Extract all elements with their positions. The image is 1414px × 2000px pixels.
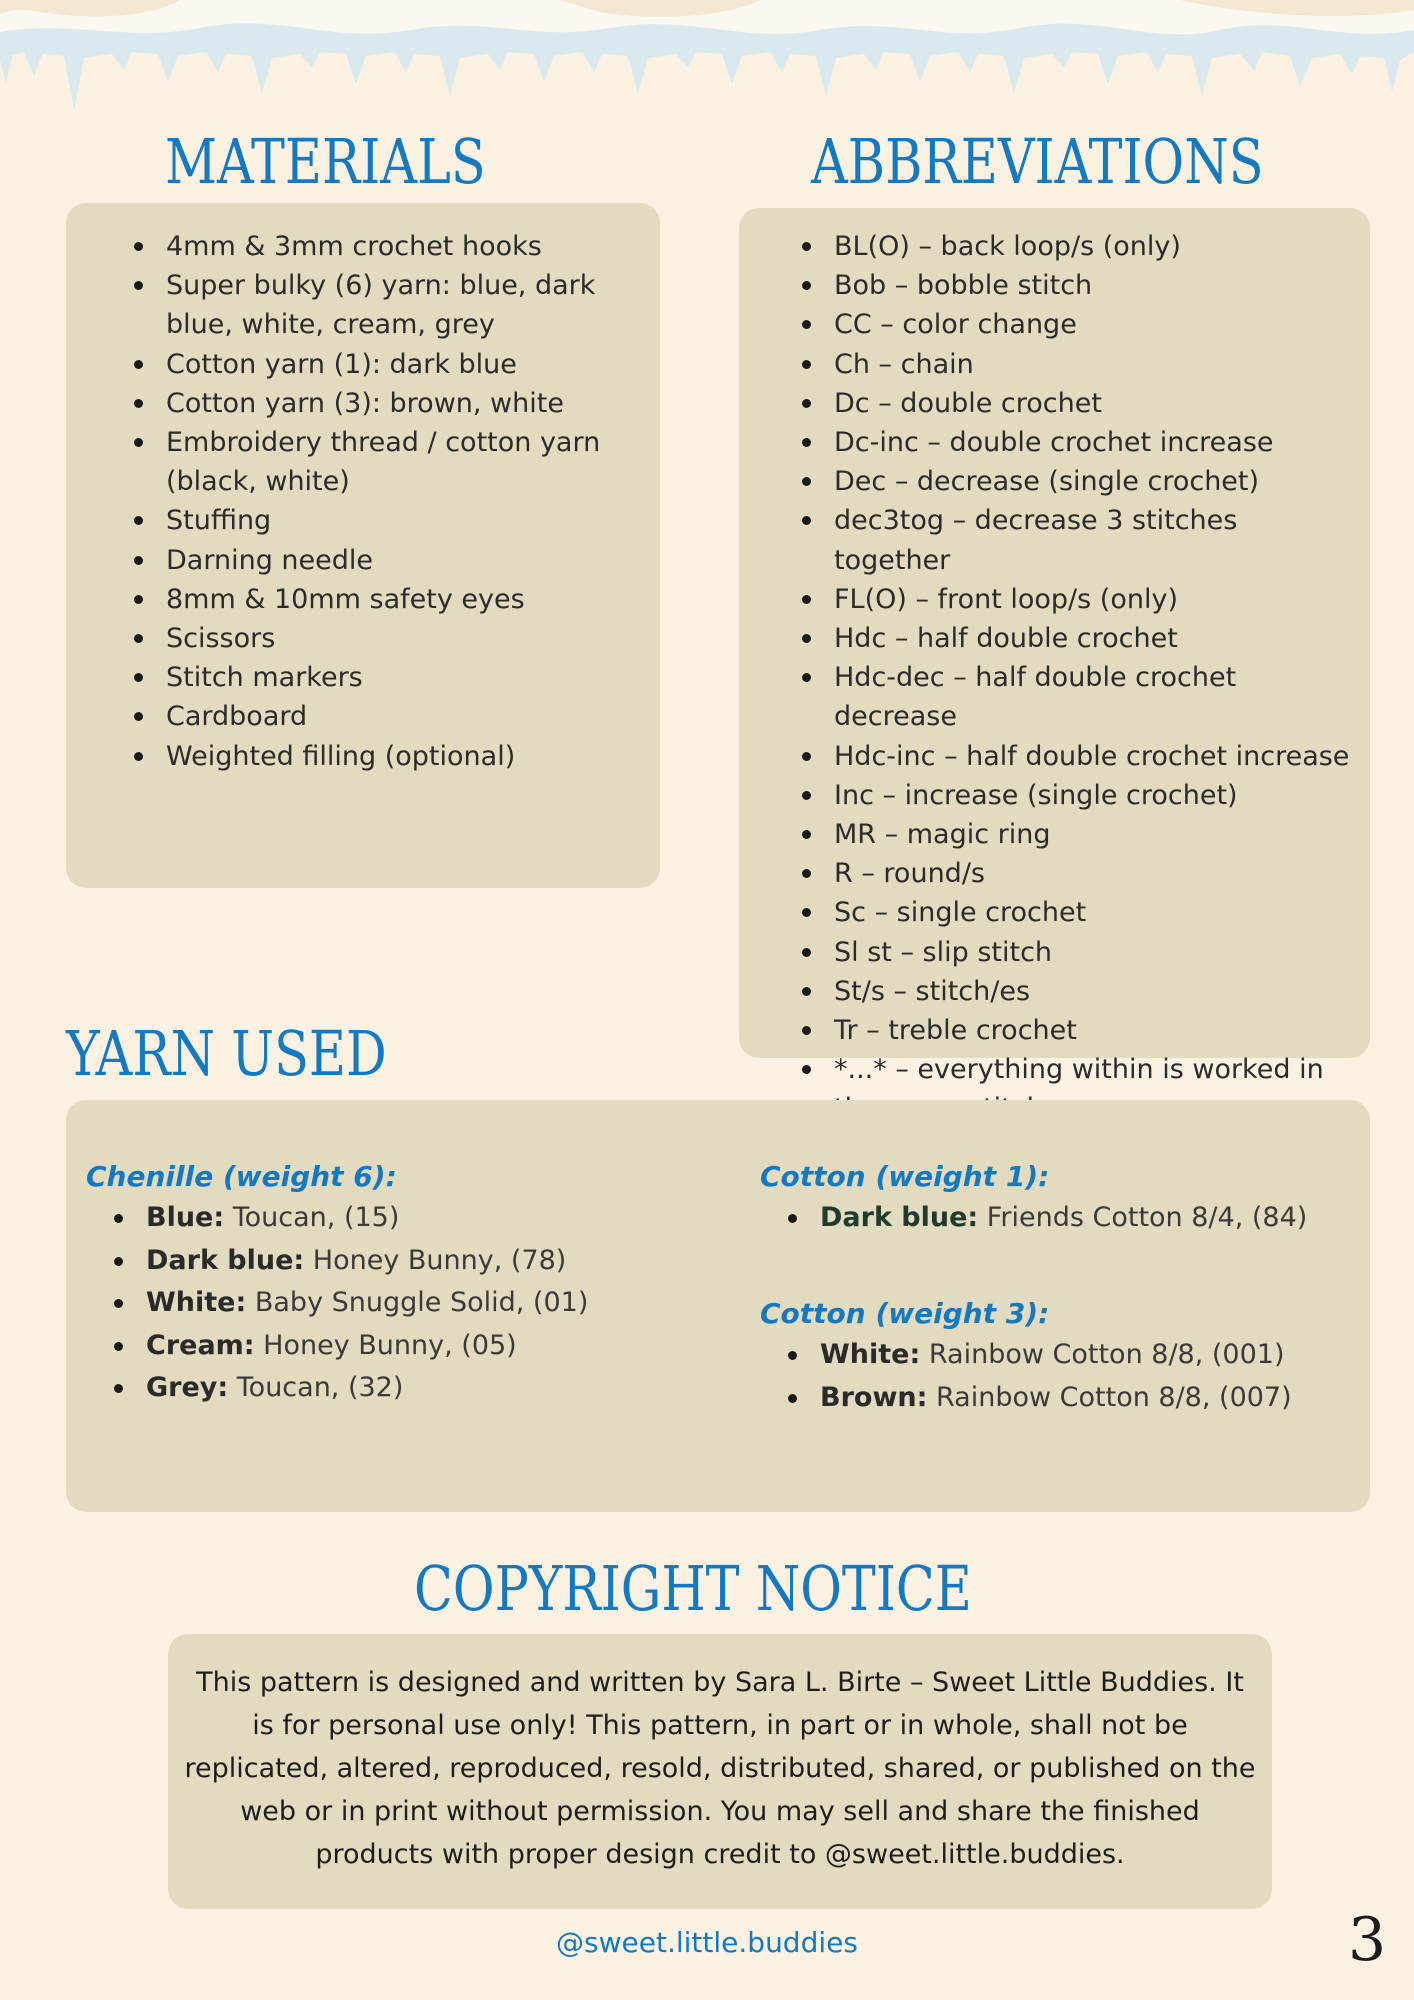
icicle-border	[0, 0, 1414, 130]
list-item	[132, 580, 640, 619]
bullet-icon	[802, 438, 811, 447]
list-item	[132, 541, 640, 580]
copyright-heading: COPYRIGHT NOTICE	[414, 1552, 972, 1625]
list-item	[800, 266, 1360, 305]
bullet-icon	[134, 281, 143, 290]
bullet-icon	[134, 516, 143, 525]
bullet-icon	[802, 869, 811, 878]
list-item-text: 8mm & 10mm safety eyes	[166, 583, 525, 615]
bullet-icon	[134, 752, 143, 761]
bullet-icon	[802, 242, 811, 251]
bullet-icon	[802, 477, 811, 486]
list-item	[800, 854, 1360, 893]
list-item-text: Stuffing	[166, 505, 272, 537]
bullet-icon	[114, 1384, 123, 1393]
list-item	[800, 462, 1360, 501]
yarn-item	[786, 1334, 1360, 1377]
list-item	[132, 737, 640, 776]
list-item	[800, 972, 1360, 1011]
list-item-text: Tr – treble crochet	[834, 1015, 1077, 1047]
list-item-text: Scissors	[166, 623, 276, 655]
list-item	[800, 776, 1360, 815]
copyright-box	[168, 1634, 1272, 1909]
yarn-color-label: Blue:	[146, 1202, 225, 1233]
list-item-text: *...* – everything within is worked in	[834, 1054, 1324, 1086]
bullet-icon	[802, 1065, 811, 1074]
yarn-color-label: White:	[820, 1339, 921, 1370]
list-item	[132, 697, 640, 736]
cotton3-title: Cotton (weight 3):	[760, 1297, 1050, 1330]
list-item-text: Sc – single crochet	[834, 897, 1087, 929]
abbreviations-list	[800, 227, 1360, 1129]
list-item-text: Darning needle	[166, 544, 373, 576]
list-item	[800, 737, 1360, 776]
yarn-brand: Friends Cotton 8/4, (84)	[978, 1202, 1308, 1233]
yarn-item	[112, 1240, 706, 1283]
yarn-brand: Rainbow Cotton 8/8, (001)	[920, 1339, 1285, 1370]
bullet-icon	[802, 281, 811, 290]
yarn-item	[112, 1325, 706, 1368]
yarn-item	[112, 1282, 706, 1325]
bullet-icon	[802, 791, 811, 800]
list-item-text: dec3tog – decrease 3 stitches together	[834, 505, 1238, 576]
cotton3-list	[786, 1334, 1360, 1419]
cotton1-list	[786, 1197, 1360, 1240]
cotton1-title: Cotton (weight 1):	[760, 1160, 1050, 1193]
bullet-icon	[134, 242, 143, 251]
list-item-text: St/s – stitch/es	[834, 975, 1031, 1007]
list-item	[132, 501, 640, 540]
chenille-section	[86, 1157, 706, 1410]
list-item-text: Dec – decrease (single crochet)	[834, 466, 1260, 498]
yarn-item	[112, 1197, 706, 1240]
list-item-text: Cotton yarn (1): dark blue	[166, 348, 517, 380]
list-item	[800, 345, 1360, 384]
yarn-brand: Honey Bunny, (05)	[254, 1329, 517, 1361]
list-item	[800, 619, 1360, 658]
cotton1-section	[760, 1157, 1360, 1240]
list-item	[132, 423, 640, 501]
list-item-text: Weighted filling (optional)	[166, 740, 516, 772]
list-item-text: Stitch markers	[166, 662, 363, 694]
yarn-brand: Toucan, (15)	[224, 1202, 400, 1233]
abbreviations-heading: ABBREVIATIONS	[811, 125, 1264, 198]
bullet-icon	[114, 1299, 123, 1308]
list-item-text: Cotton yarn (3): brown, white	[166, 387, 564, 419]
yarn-used-heading: YARN USED	[66, 1017, 387, 1090]
list-item	[132, 658, 640, 697]
yarn-brand: Honey Bunny, (78)	[304, 1244, 567, 1276]
list-item	[800, 933, 1360, 972]
yarn-brand: Toucan, (32)	[228, 1372, 404, 1404]
yarn-brand: Rainbow Cotton 8/8, (007)	[927, 1381, 1292, 1413]
list-item	[800, 580, 1360, 619]
yarn-color-label: Dark blue:	[146, 1244, 305, 1276]
bullet-icon	[802, 320, 811, 329]
bullet-icon	[802, 360, 811, 369]
list-item	[800, 658, 1360, 736]
bullet-icon	[134, 673, 143, 682]
chenille-list	[112, 1197, 706, 1410]
chenille-title: Chenille (weight 6):	[86, 1160, 397, 1193]
list-item	[132, 619, 640, 658]
list-item-text: Hdc – half double crochet	[834, 623, 1178, 655]
list-item	[132, 266, 640, 344]
list-item-text: Dc-inc – double crochet increase	[834, 427, 1274, 459]
yarn-color-label: Brown:	[820, 1381, 928, 1413]
bullet-icon	[788, 1214, 797, 1223]
list-item	[800, 815, 1360, 854]
bullet-icon	[802, 399, 811, 408]
list-item-text: CC – color change	[834, 309, 1077, 341]
bullet-icon	[134, 712, 143, 721]
list-item	[800, 423, 1360, 462]
bullet-icon	[802, 752, 811, 761]
cotton3-section	[760, 1294, 1360, 1419]
yarn-used-box	[66, 1100, 1370, 1512]
materials-heading: MATERIALS	[165, 125, 486, 198]
bullet-icon	[802, 1026, 811, 1035]
list-item	[800, 227, 1360, 266]
list-item	[800, 501, 1360, 579]
bullet-icon	[802, 516, 811, 525]
bullet-icon	[802, 673, 811, 682]
footer-handle: @sweet.little.buddies	[556, 1926, 858, 1959]
list-item-text: 4mm & 3mm crochet hooks	[166, 231, 542, 262]
bullet-icon	[114, 1214, 123, 1223]
bullet-icon	[802, 595, 811, 604]
list-item	[800, 305, 1360, 344]
yarn-color-label: Grey:	[146, 1372, 229, 1404]
list-item-text: Ch – chain	[834, 348, 974, 380]
bullet-icon	[788, 1351, 797, 1360]
copyright-text: This pattern is designed and written by Sara L. Birte – Sweet Little Buddies. It is for personal use only! This pattern, in part or in whole, shall not be replicated, altered, reproduced, resold, distributed, shared, or published on the web or in print without permission. You may sell and share the finished products with proper design credit to @sweet.little.buddies.	[184, 1667, 1256, 1870]
materials-list	[132, 227, 640, 776]
list-item-text: Bob – bobble stitch	[834, 270, 1093, 302]
list-item-text: FL(O) – front loop/s (only)	[834, 583, 1178, 615]
bullet-icon	[802, 634, 811, 643]
bullet-icon	[134, 399, 143, 408]
bullet-icon	[114, 1342, 123, 1351]
list-item	[800, 384, 1360, 423]
bullet-icon	[134, 360, 143, 369]
bullet-icon	[134, 595, 143, 604]
yarn-item	[786, 1197, 1360, 1240]
list-item-text: Cardboard	[166, 701, 308, 733]
list-item-text: MR – magic ring	[834, 819, 1051, 851]
list-item-text: Sl st – slip stitch	[834, 936, 1053, 968]
list-item-text: Inc – increase (single crochet)	[834, 779, 1238, 811]
list-item	[132, 227, 640, 266]
bullet-icon	[114, 1257, 123, 1266]
list-item-text: Hdc-inc – half double crochet increase	[834, 740, 1350, 772]
yarn-color-label: Cream:	[146, 1329, 255, 1361]
list-item-text: Super bulky (6) yarn: blue, dark blue, white, cream, grey	[166, 270, 596, 341]
page-number: 3	[1348, 1905, 1387, 1975]
list-item	[132, 345, 640, 384]
abbreviations-box	[739, 208, 1370, 1086]
yarn-item	[786, 1377, 1360, 1420]
yarn-brand: Baby Snuggle Solid, (01)	[246, 1287, 589, 1319]
bullet-icon	[134, 634, 143, 643]
bullet-icon	[134, 556, 143, 565]
list-item	[800, 893, 1360, 932]
bullet-icon	[788, 1394, 797, 1403]
list-item	[800, 1011, 1360, 1050]
yarn-color-label: White:	[146, 1287, 247, 1319]
bullet-icon	[802, 948, 811, 957]
materials-box	[66, 203, 660, 888]
bullet-icon	[802, 987, 811, 996]
list-item-text: Dc – double crochet	[834, 387, 1102, 419]
yarn-color-label: Dark blue:	[820, 1202, 979, 1233]
list-item-text: Hdc-dec – half double crochet decrease	[834, 662, 1237, 733]
list-item-text: BL(O) – back loop/s (only)	[834, 231, 1181, 262]
list-item-text: R – round/s	[834, 858, 985, 890]
bullet-icon	[802, 830, 811, 839]
yarn-item	[112, 1367, 706, 1410]
bullet-icon	[802, 908, 811, 917]
bullet-icon	[134, 438, 143, 447]
list-item-text: Embroidery thread / cotton yarn (black, white)	[166, 427, 601, 498]
list-item	[132, 384, 640, 423]
